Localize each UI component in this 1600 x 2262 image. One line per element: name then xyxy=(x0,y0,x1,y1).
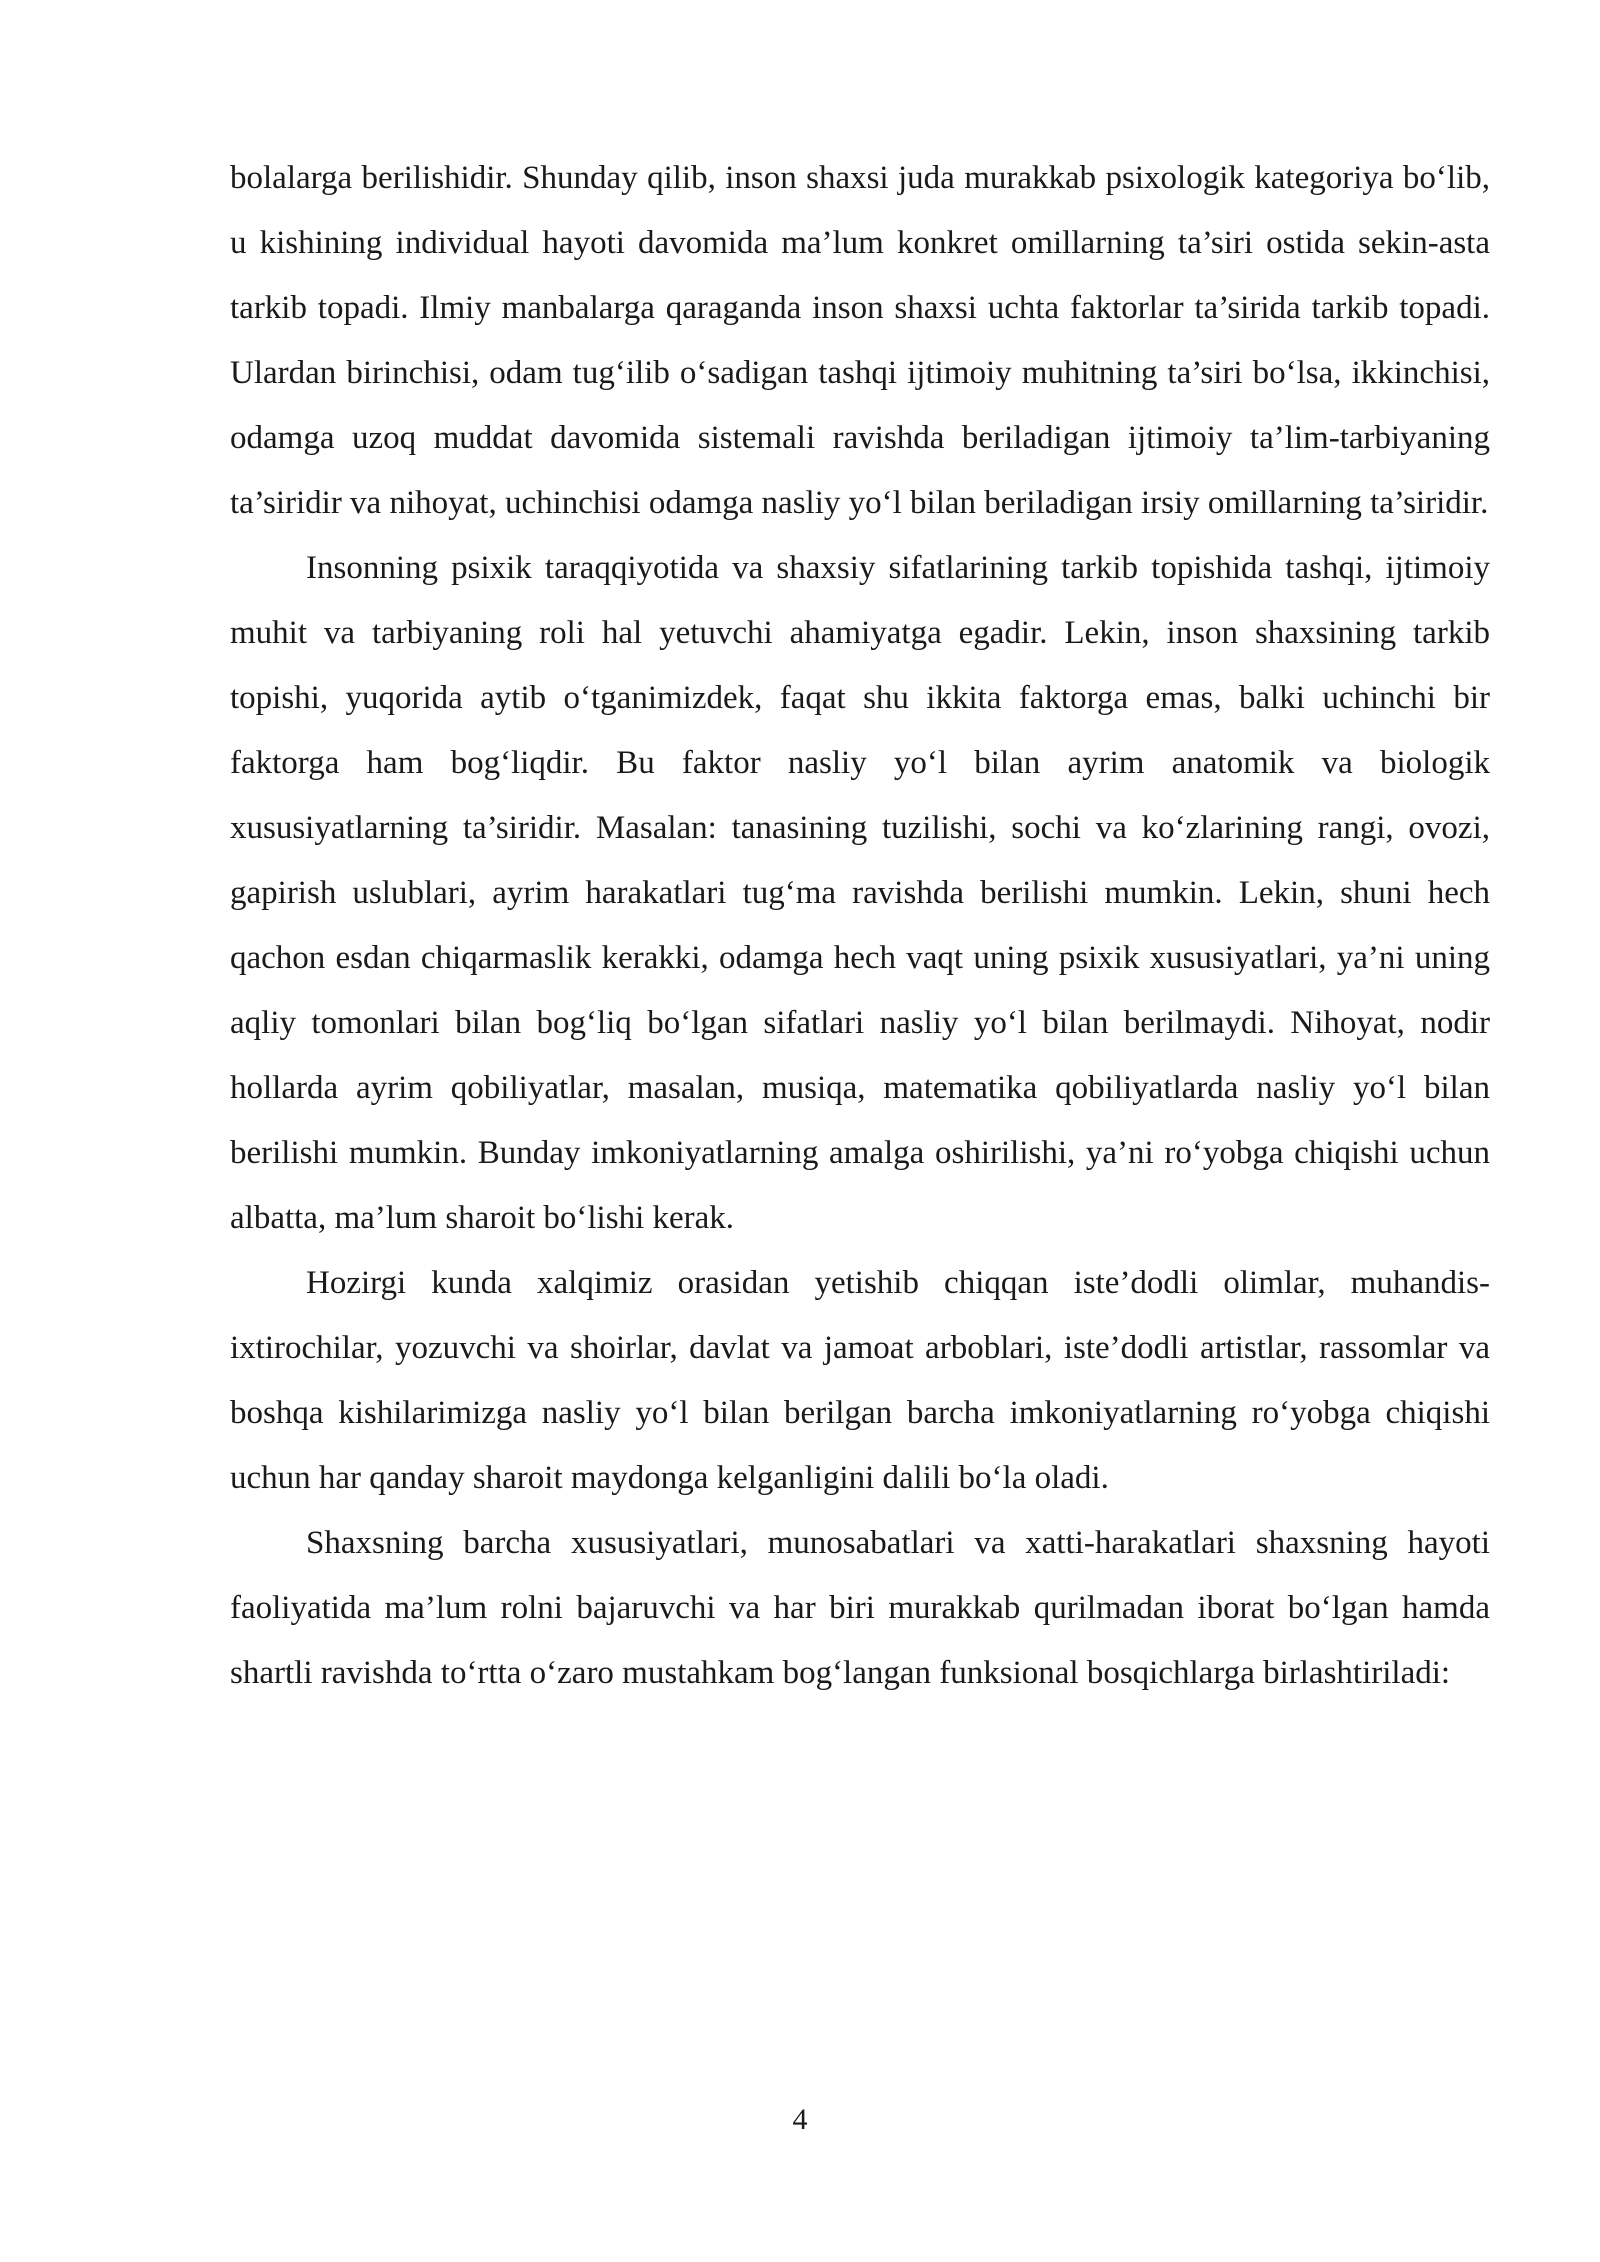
paragraph-2: Insonning psixik taraqqiyotida va shaxsiy sifatlarining tarkib topishida tashqi, ijtimoiy muhit va tarbiyaning roli hal yetuvchi ahamiyatga egadir. Lekin, inson shaxsining tarkib topishi, yuqorida aytib o‘tganimizdek, faqat shu ikkita faktorga emas, balki uchinchi bir faktorga ham bog‘liqdir. Bu faktor nasliy yo‘l bilan ayrim anatomik va biologik xususiyatlarning ta’siridir. Masalan: tanasining tuzilishi, sochi va ko‘zlarining rangi, ovozi, gapirish uslublari, ayrim harakatlari tug‘ma ravishda berilishi mumkin. Lekin, shuni hech qachon esdan chiqarmaslik kerakki, odamga hech vaqt uning psixik xususiyatlari, ya’ni uning aqliy tomonlari bilan bog‘liq bo‘lgan sifatlari nasliy yo‘l bilan berilmaydi. Nihoyat, nodir hollarda ayrim qobiliyatlar, masalan, musiqa, matematika qobiliyatlarda nasliy yo‘l bilan berilishi mumkin. Bunday imkoniyatlarning amalga oshirilishi, ya’ni ro‘yobga chiqishi uchun albatta, ma’lum sharoit bo‘lishi kerak. xyxy=(230,550,1490,1236)
paragraph-3: Hozirgi kunda xalqimiz orasidan yetishib chiqqan iste’dodli olimlar, muhandis-ixtirochilar, yozuvchi va shoirlar, davlat va jamoat arboblari, iste’dodli artistlar, rassomlar va boshqa kishilarimizga nasliy yo‘l bilan berilgan barcha imkoniyatlarning ro‘yobga chiqishi uchun har qanday sharoit maydonga kelganligini dalili bo‘la oladi. xyxy=(230,1265,1490,1496)
paragraph-4: Shaxsning barcha xususiyatlari, munosabatlari va xatti-harakatlari shaxsning hayoti faoliyatida ma’lum rolni bajaruvchi va har biri murakkab qurilmadan iborat bo‘lgan hamda shartli ravishda to‘rtta o‘zaro mustahkam bog‘langan funksional bosqichlarga birlashtiriladi: xyxy=(230,1525,1490,1691)
page-number: 4 xyxy=(792,2103,808,2136)
paragraph-1: bolalarga berilishidir. Shunday qilib, inson shaxsi juda murakkab psixologik kategoriya bo‘lib, u kishining individual hayoti davomida ma’lum konkret omillarning ta’siri ostida sekin-asta tarkib topadi. Ilmiy manbalarga qaraganda inson shaxsi uchta faktorlar ta’sirida tarkib topadi. Ulardan birinchisi, odam tug‘ilib o‘sadigan tashqi ijtimoiy muhitning ta’siri bo‘lsa, ikkinchisi, odamga uzoq muddat davomida sistemali ravishda beriladigan ijtimoiy ta’lim-tarbiyaning ta’siridir va nihoyat, uchinchisi odamga nasliy yo‘l bilan beriladigan irsiy omillarning ta’siridir. xyxy=(230,160,1490,521)
body-text xyxy=(230,146,1490,1706)
